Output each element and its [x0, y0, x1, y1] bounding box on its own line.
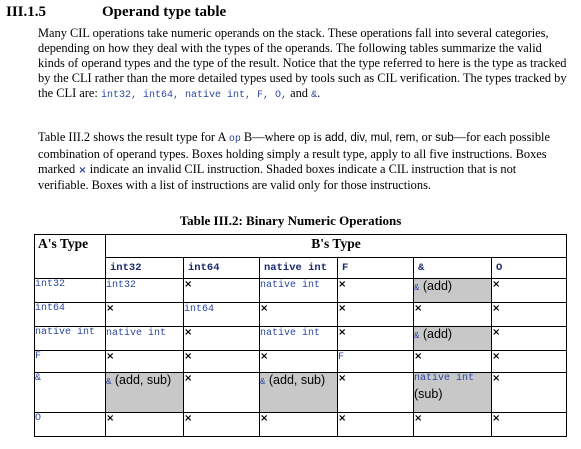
valid-ops-list: (add)	[419, 279, 453, 293]
managed-pointer-result: &	[106, 377, 112, 387]
sub-op: sub	[435, 132, 454, 144]
row-label: F	[35, 351, 106, 373]
intro-and: and	[290, 86, 312, 100]
valid-ops-list: (add, sub)	[265, 373, 326, 387]
table-cell	[338, 351, 414, 373]
intro-paragraph	[38, 26, 568, 103]
result-type: int64	[184, 304, 215, 315]
table-cell	[414, 303, 492, 327]
invalid-x-icon: ×	[338, 327, 347, 338]
table-cell	[260, 373, 338, 413]
intro-end: .	[317, 86, 321, 100]
table-cell	[184, 279, 260, 303]
invalid-x-icon: ×	[184, 413, 193, 424]
table-cell	[414, 279, 492, 303]
table-cell	[338, 373, 414, 413]
column-header-0: int32	[106, 258, 184, 279]
column-header-4: &	[414, 258, 492, 279]
table-row	[35, 373, 567, 413]
table-cell	[184, 373, 260, 413]
table-cell	[492, 327, 567, 351]
table-cell	[106, 373, 184, 413]
op-keyword: op	[228, 134, 241, 145]
table-cell	[184, 327, 260, 351]
binary-numeric-operations-table	[34, 234, 567, 437]
row-label: native int	[35, 327, 106, 351]
invalid-x-icon: ×	[414, 413, 423, 424]
invalid-x-icon: ×	[338, 373, 347, 384]
row-label: &	[35, 373, 106, 413]
invalid-x-icon: ×	[492, 303, 501, 314]
result-type: F	[338, 352, 345, 363]
table-row	[35, 279, 567, 303]
table-cell	[184, 413, 260, 437]
table-cell	[260, 351, 338, 373]
desc-part-d: —for each possible combination of operand types. Boxes holding simply a result type, apply to all five instructions. Boxes marked	[38, 130, 550, 176]
table-description-paragraph	[38, 130, 568, 193]
valid-ops-list: (sub)	[414, 387, 443, 401]
invalid-x-icon: ×	[184, 373, 193, 384]
b-type-header: B's Type	[106, 235, 567, 258]
table-cell	[260, 327, 338, 351]
table-cell	[414, 351, 492, 373]
table-cell	[338, 327, 414, 351]
row-label: int32	[35, 279, 106, 303]
result-type: native int	[260, 328, 321, 339]
table-cell	[338, 303, 414, 327]
table-row	[35, 413, 567, 437]
row-label: int64	[35, 303, 106, 327]
invalid-x-icon: ×	[414, 303, 423, 314]
managed-pointer-type: &	[311, 90, 318, 101]
desc-part-a: Table III.2 shows the result type for A	[38, 130, 229, 144]
table-caption: Table III.2: Binary Numeric Operations	[179, 213, 402, 228]
invalid-x-icon: ×	[492, 373, 501, 384]
invalid-mark-icon: ×	[78, 165, 87, 176]
invalid-x-icon: ×	[106, 413, 115, 424]
table-cell	[492, 303, 567, 327]
desc-part-c: or	[418, 130, 436, 144]
section-heading	[6, 4, 226, 21]
table-cell	[260, 279, 338, 303]
result-type: native int	[106, 328, 167, 339]
column-header-3: F	[338, 258, 414, 279]
table-cell	[184, 303, 260, 327]
column-header-1: int64	[184, 258, 260, 279]
table-cell	[106, 351, 184, 373]
invalid-x-icon: ×	[260, 303, 269, 314]
row-label: O	[35, 413, 106, 437]
table-cell	[184, 351, 260, 373]
table-cell	[492, 413, 567, 437]
table-cell	[260, 303, 338, 327]
section-title: Operand type table	[102, 4, 227, 20]
invalid-x-icon: ×	[184, 327, 193, 338]
invalid-x-icon: ×	[184, 351, 193, 362]
invalid-x-icon: ×	[260, 351, 269, 362]
tracked-types-list: int32, int64, native int, F, O,	[100, 90, 287, 101]
intro-text: Many CIL operations take numeric operands on the stack. These operations fall into several categories, depending on how they deal with the types of the operands. The following tables summarize the valid kinds of operand types and the type of the result. Notice that the type referred to here is the type as tracked by the CLI rather than the more detailed types used by tools such as CIL verification. The types tracked by the CLI are:	[38, 26, 567, 100]
invalid-x-icon: ×	[338, 279, 347, 290]
column-header-row	[35, 258, 567, 279]
table-cell	[492, 279, 567, 303]
table-cell	[338, 279, 414, 303]
result-type: int32	[106, 280, 137, 291]
managed-pointer-result: &	[414, 331, 420, 341]
invalid-x-icon: ×	[492, 279, 501, 290]
table-cell	[260, 413, 338, 437]
managed-pointer-result: &	[260, 377, 266, 387]
invalid-x-icon: ×	[492, 413, 501, 424]
table-cell	[414, 413, 492, 437]
table-body	[35, 279, 567, 437]
managed-pointer-result: &	[414, 283, 420, 293]
table-row	[35, 351, 567, 373]
column-header-5: O	[492, 258, 567, 279]
table-cell	[414, 373, 492, 413]
valid-ops-list: (add, sub)	[111, 373, 172, 387]
table-row	[35, 303, 567, 327]
a-type-header: A's Type	[35, 235, 106, 279]
op-list: add, div, mul, rem,	[324, 132, 419, 144]
desc-part-b: B—where op is	[240, 130, 325, 144]
invalid-x-icon: ×	[492, 351, 501, 362]
invalid-x-icon: ×	[492, 327, 501, 338]
column-header-2: native int	[260, 258, 338, 279]
invalid-x-icon: ×	[414, 351, 423, 362]
table-cell	[106, 279, 184, 303]
table-cell	[492, 373, 567, 413]
invalid-x-icon: ×	[106, 351, 115, 362]
table-cell	[106, 303, 184, 327]
section-number: III.1.5	[6, 4, 47, 20]
invalid-x-icon: ×	[338, 303, 347, 314]
invalid-x-icon: ×	[184, 279, 193, 290]
invalid-x-icon: ×	[106, 303, 115, 314]
table-cell	[414, 327, 492, 351]
table-cell	[492, 351, 567, 373]
table-row	[35, 327, 567, 351]
result-type: native int	[414, 373, 475, 384]
table-cell	[106, 327, 184, 351]
result-type: native int	[260, 280, 321, 291]
invalid-x-icon: ×	[338, 413, 347, 424]
invalid-x-icon: ×	[260, 413, 269, 424]
desc-part-e: indicate an invalid CIL instruction. Shaded boxes indicate a CIL instruction that is not verifiable. Boxes with a list of instructions are valid only for those instructions.	[38, 162, 517, 192]
valid-ops-list: (add)	[419, 327, 453, 341]
table-cell	[106, 413, 184, 437]
table-cell	[338, 413, 414, 437]
